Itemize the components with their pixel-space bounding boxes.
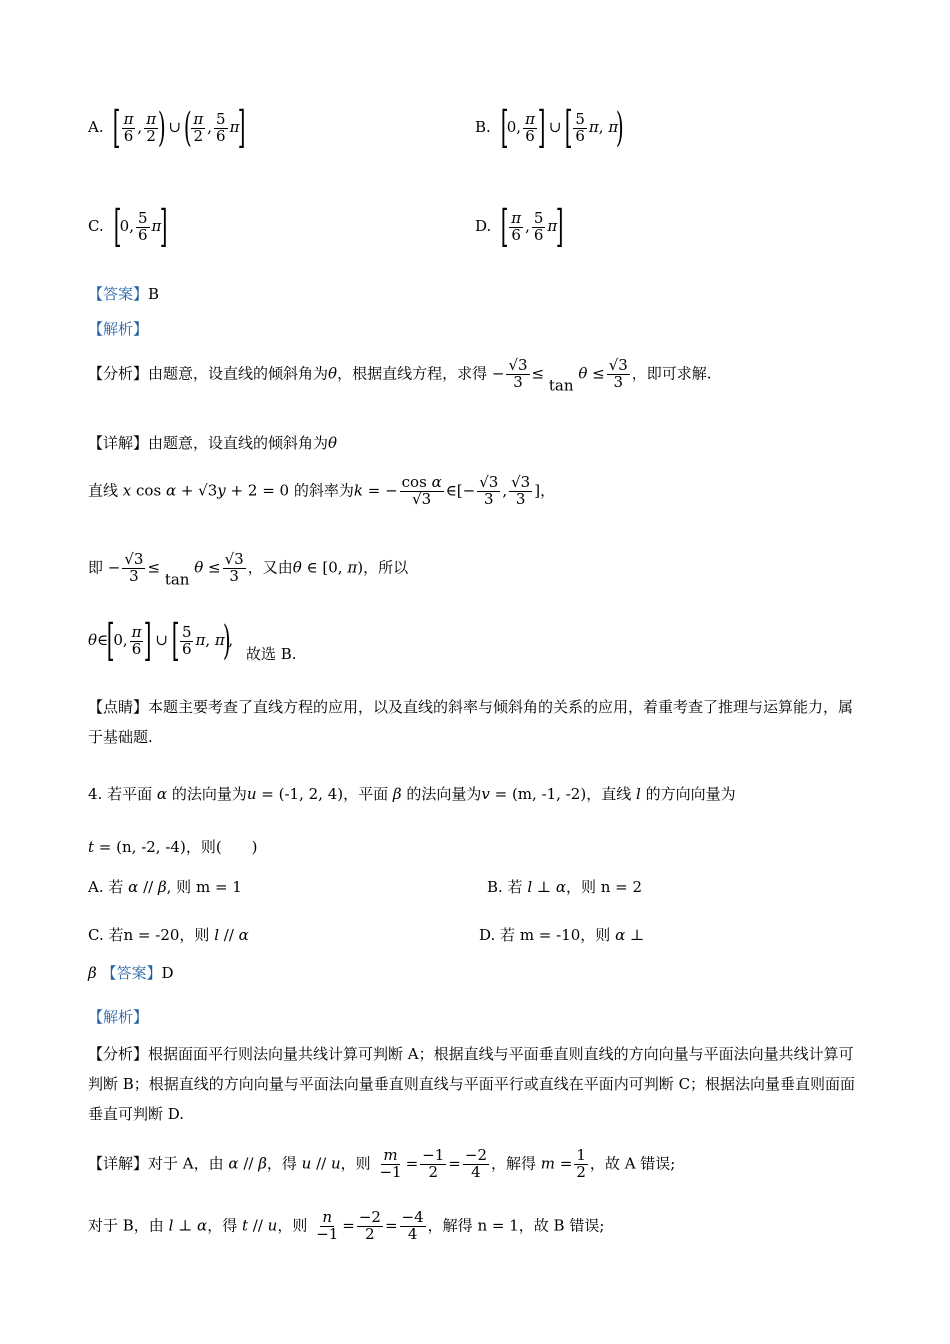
option-c	[88, 201, 168, 252]
q4-answer-line: β 【答案】D	[88, 964, 174, 982]
dianjing	[88, 692, 864, 752]
analysis-text2: ，根据直线方程，求得	[337, 364, 488, 383]
youyou-text: ，又由	[247, 558, 293, 577]
q4-stem5: ，直线	[586, 785, 632, 803]
q4-detail-b: 对于 B，由 l ⊥ α，得 t // u，则 $\frac{n}{-1}$ = $\frac{-2}{2}$ = $\frac{-4}{4}$ ，解得 n = 1，故 B 错误;	[88, 1208, 605, 1243]
q4-stem2: 的法向量为	[171, 785, 247, 803]
q4-t-value: (n, -2, -4)	[116, 838, 186, 856]
q4-v-value: (m, -1, -2)	[511, 785, 587, 803]
answer-tag: 【答案】	[88, 285, 149, 303]
q4-stem6: 的方向向量为	[645, 785, 736, 803]
option-d	[475, 201, 564, 252]
q4-option-d-label: D. 若	[479, 926, 516, 944]
q4-option-b: B. 若 l ⊥ α，则 n = 2	[487, 878, 643, 896]
detail-text: 由题意，设直线的倾斜角为	[148, 434, 329, 452]
q4-detail1c: ，则	[340, 1154, 371, 1173]
q4-option-a-mid: , 则	[166, 878, 192, 896]
detail-line: 【详解】由题意，设直线的倾斜角为θ	[88, 434, 338, 452]
q4-option-d-cond: m = -10	[519, 926, 581, 944]
answer-line	[88, 283, 159, 304]
q4-detail2b: ，得	[207, 1216, 238, 1235]
q4-option-c-mid: ，则	[179, 926, 210, 944]
option-a	[88, 102, 246, 153]
q4-u-value: (-1, 2, 4)	[278, 785, 344, 803]
dianjing-text: 本题主要考查了直线方程的应用，以及直线的斜率与倾斜角的关系的应用，着重考查了推理与运算能力，属于基础题.	[88, 698, 854, 746]
q4-answer-tag: 【答案】	[101, 964, 162, 982]
option-c-label: C.	[88, 217, 104, 235]
option-b	[475, 102, 624, 153]
option-b-label: B.	[475, 118, 491, 136]
q4-option-d-mid: ，则	[580, 926, 611, 944]
option-a-label: A.	[88, 118, 104, 136]
q4-analysis-text: 根据面面平行则法向量共线计算可判断 A；根据直线与平面垂直则直线的方向向量与平面法向量共线计算可判断 B；根据直线的方向向量与平面法向量垂直则直线与平面平行或直线在平面内可判断 C；根据法向量垂直则面面垂直可判断 D.	[88, 1045, 856, 1123]
suoyi-text: ，所以	[363, 558, 409, 577]
q4-analysis-tag: 【分析】	[88, 1045, 149, 1063]
answer-value: B	[148, 285, 160, 303]
dianjing-tag: 【点睛】	[88, 698, 149, 716]
option-d-label: D.	[475, 217, 492, 235]
option-a-expr: [ $\frac{\pi}{6}$ , $\frac{\pi}{2}$ ) ∪ ( $\frac{\pi}{2}$ , $\frac{5}{6}$ π]	[113, 102, 246, 153]
option-c-expr: [0, $\frac{5}{6}$ π]	[113, 201, 168, 252]
analysis-tag: 【分析】	[88, 364, 149, 383]
q4-option-b-mid: ，则	[565, 878, 596, 896]
q4-detail1d: ，解得	[491, 1154, 537, 1173]
result-line: θ∈[0, $\frac{\pi}{6}$ ] ∪ [ $\frac{5}{6}$ π, π), 故选 B.	[88, 615, 297, 666]
q4-option-a-result: m = 1	[195, 878, 242, 896]
q4-detail1e: ，故 A 错误;	[589, 1154, 676, 1173]
q4-detail2c: ，则	[277, 1216, 308, 1235]
q4-stem1: 若平面	[107, 785, 153, 803]
q4-stem4: 的法向量为	[406, 785, 482, 803]
jiexi-tag: 【解析】	[88, 320, 149, 338]
q4-analysis	[88, 1039, 864, 1129]
ji-text: 即	[88, 558, 104, 577]
ineq-line: 即 − $\frac{√3}{3}$ ≤ tan θ ≤ $\frac{√3}{3}$ ，又由θ ∈ [0, π)，所以	[88, 550, 409, 589]
line-prefix: 直线	[88, 481, 119, 500]
q4-detail2a: 对于 B，由	[88, 1216, 164, 1235]
q4-option-b-label: B. 若	[487, 878, 523, 896]
line-mid: 的斜率为	[293, 481, 354, 500]
q4-detail2e: n = 1	[477, 1216, 519, 1235]
line-slope: 直线 x cos α + √3y + 2 = 0 的斜率为k = − $\frac{\text{cos α}}{√3}$ ∈[− $\frac{√3}{3}$ , $\frac{√3}{3}$ ]，	[88, 473, 556, 508]
q4-detail1b: ，得	[266, 1154, 297, 1173]
q4-detail2d: ，解得	[427, 1216, 473, 1235]
q4-stem3: ，平面	[343, 785, 389, 803]
q4-number: 4.	[88, 785, 103, 803]
q4-stem7: ，则( )	[185, 838, 258, 856]
q4-option-a-label: A. 若	[88, 878, 124, 896]
q4-detail2f: ，故 B 错误;	[518, 1216, 605, 1235]
q4-option-d: D. 若 m = -10，则 α ⊥	[479, 926, 645, 944]
option-d-expr: [ $\frac{\pi}{6}$ , $\frac{5}{6}$ π]	[500, 201, 564, 252]
q4-option-c-cond: n = -20	[123, 926, 180, 944]
q4-stem-line2: t = (n, -2, -4)，则( )	[88, 838, 258, 856]
option-b-expr: [0, $\frac{\pi}{6}$ ] ∪ [ $\frac{5}{6}$ π, π)	[500, 102, 624, 153]
analysis-end: ，即可求解.	[631, 364, 712, 383]
q4-detail-a: 【详解】对于 A，由 α // β，得 u // u，则 $\frac{m}{-1}$ = $\frac{-1}{2}$ = $\frac{-2}{4}$ ，解得 m = $\frac{1}{2}$ ，故 A 错误;	[88, 1146, 676, 1181]
analysis-line: 【分析】由题意，设直线的倾斜角为θ，根据直线方程，求得 − $\frac{√3}{3}$ ≤ tan θ ≤ $\frac{√3}{3}$ ，即可求解.	[88, 356, 712, 395]
guxuan-answer: B.	[280, 645, 297, 663]
q4-option-b-result: n = 2	[600, 878, 643, 896]
q4-detail1a: 对于 A，由	[148, 1154, 224, 1173]
q4-option-a: A. 若 α // β, 则 m = 1	[88, 878, 242, 896]
q4-stem: 4. 若平面 α 的法向量为u = (-1, 2, 4)，平面 β 的法向量为v = (m, -1, -2)，直线 l 的方向向量为	[88, 785, 736, 803]
q4-jiexi-tag: 【解析】	[88, 1008, 149, 1026]
q4-answer-value: D	[161, 964, 174, 982]
q4-option-c: C. 若n = -20，则 l // α	[88, 926, 249, 944]
q4-option-c-label: C. 若	[88, 926, 124, 944]
guxuan-text: 故选	[245, 645, 276, 663]
analysis-text: 由题意，设直线的倾斜角为	[148, 364, 329, 383]
detail-tag: 【详解】	[88, 434, 149, 452]
q4-detail-tag: 【详解】	[88, 1154, 149, 1173]
